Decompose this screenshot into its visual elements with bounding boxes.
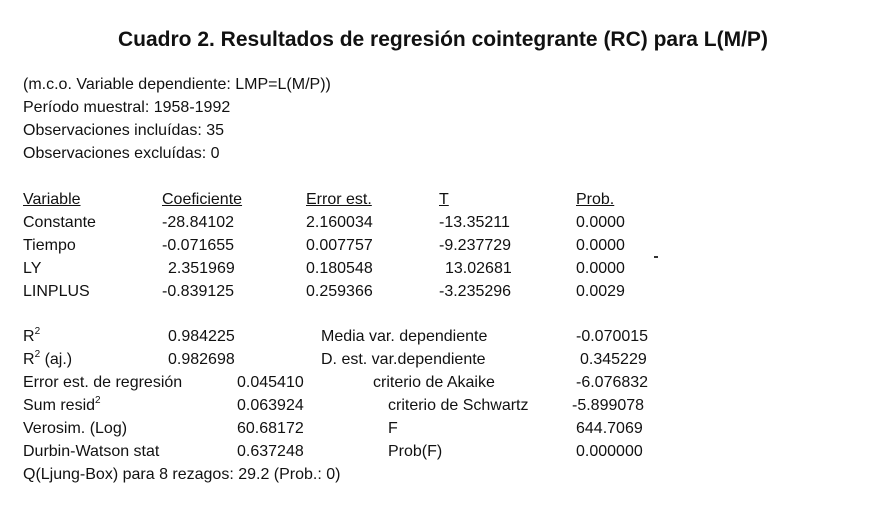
row-constante-std-error: 2.160034 (306, 214, 373, 231)
meta-dependent-variable: (m.c.o. Variable dependiente: LMP=L(M/P)) (23, 76, 331, 93)
stat-loglik-value: 60.68172 (237, 420, 304, 437)
row-linplus-std-error: 0.259366 (306, 283, 373, 300)
row-ly-variable: LY (23, 260, 42, 277)
row-constante-prob: 0.0000 (576, 214, 625, 231)
row-tiempo-std-error: 0.007757 (306, 237, 373, 254)
row-ly-coefficient: 2.351969 (168, 260, 235, 277)
stat-r2-adjusted-label: $R^2$ (aj.) (23, 349, 73, 368)
row-ly-t-stat: 13.02681 (445, 260, 512, 277)
meta-included-observations: Observaciones incluídas: 35 (23, 122, 224, 139)
stat-durbin-watson-value: 0.637248 (237, 443, 304, 460)
meta-sample-period: Período muestral: 1958-1992 (23, 99, 231, 116)
row-constante-t-stat: -13.35211 (439, 214, 510, 231)
stat-r2-value: 0.984225 (168, 328, 235, 345)
stat-prob-f-label: Prob(F) (388, 443, 443, 460)
stat-f-value: 644.7069 (576, 420, 643, 437)
stat-durbin-watson-label: Durbin-Watson stat (23, 443, 160, 460)
row-tiempo-coefficient: -0.071655 (162, 237, 235, 254)
stat-akaike-label: criterio de Akaike (373, 374, 495, 391)
header-std-error: Error est. (306, 191, 372, 208)
stat-r2-adjusted-value: 0.982698 (168, 351, 235, 368)
stat-sum-resid-value: 0.063924 (237, 397, 304, 414)
row-ly-prob: 0.0000 (576, 260, 625, 277)
table-title: Cuadro 2. Resultados de regresión cointegrante (RC) para L(M/P) (118, 28, 768, 51)
stat-sd-dependent-value: 0.345229 (580, 351, 647, 368)
row-tiempo-t-stat: -9.237729 (439, 237, 512, 254)
scan-speck (654, 256, 658, 258)
row-constante-variable: Constante (23, 214, 96, 231)
ljung-box-footer: Q(Ljung-Box) para 8 rezagos: 29.2 (Prob.: 0) (23, 466, 341, 483)
stat-schwartz-label: criterio de Schwartz (388, 397, 529, 414)
header-variable: Variable (23, 191, 81, 208)
header-coefficient: Coeficiente (162, 191, 243, 208)
stat-sd-dependent-label: D. est. var.dependiente (321, 351, 486, 368)
meta-excluded-observations: Observaciones excluídas: 0 (23, 145, 220, 162)
row-linplus-t-stat: -3.235296 (439, 283, 512, 300)
row-tiempo-variable: Tiempo (23, 237, 76, 254)
stat-akaike-value: -6.076832 (576, 374, 649, 391)
row-linplus-variable: LINPLUS (23, 283, 90, 300)
header-t-stat: T (439, 191, 449, 208)
row-linplus-coefficient: -0.839125 (162, 283, 235, 300)
stat-sum-resid-label: Sum resid$^2$ (23, 395, 101, 414)
stat-f-label: F (388, 420, 398, 437)
stat-prob-f-value: 0.000000 (576, 443, 643, 460)
header-prob: Prob. (576, 191, 615, 208)
stat-se-regression-value: 0.045410 (237, 374, 304, 391)
stat-mean-dependent-value: -0.070015 (576, 328, 649, 345)
row-constante-coefficient: -28.84102 (162, 214, 235, 231)
stat-r2-label: $R^2$ (23, 326, 41, 345)
stat-mean-dependent-label: Media var. dependiente (321, 328, 488, 345)
row-tiempo-prob: 0.0000 (576, 237, 625, 254)
stat-se-regression-label: Error est. de regresión (23, 374, 183, 391)
row-ly-std-error: 0.180548 (306, 260, 373, 277)
row-linplus-prob: 0.0029 (576, 283, 625, 300)
stat-loglik-label: Verosim. (Log) (23, 420, 128, 437)
stat-schwartz-value: -5.899078 (572, 397, 645, 414)
